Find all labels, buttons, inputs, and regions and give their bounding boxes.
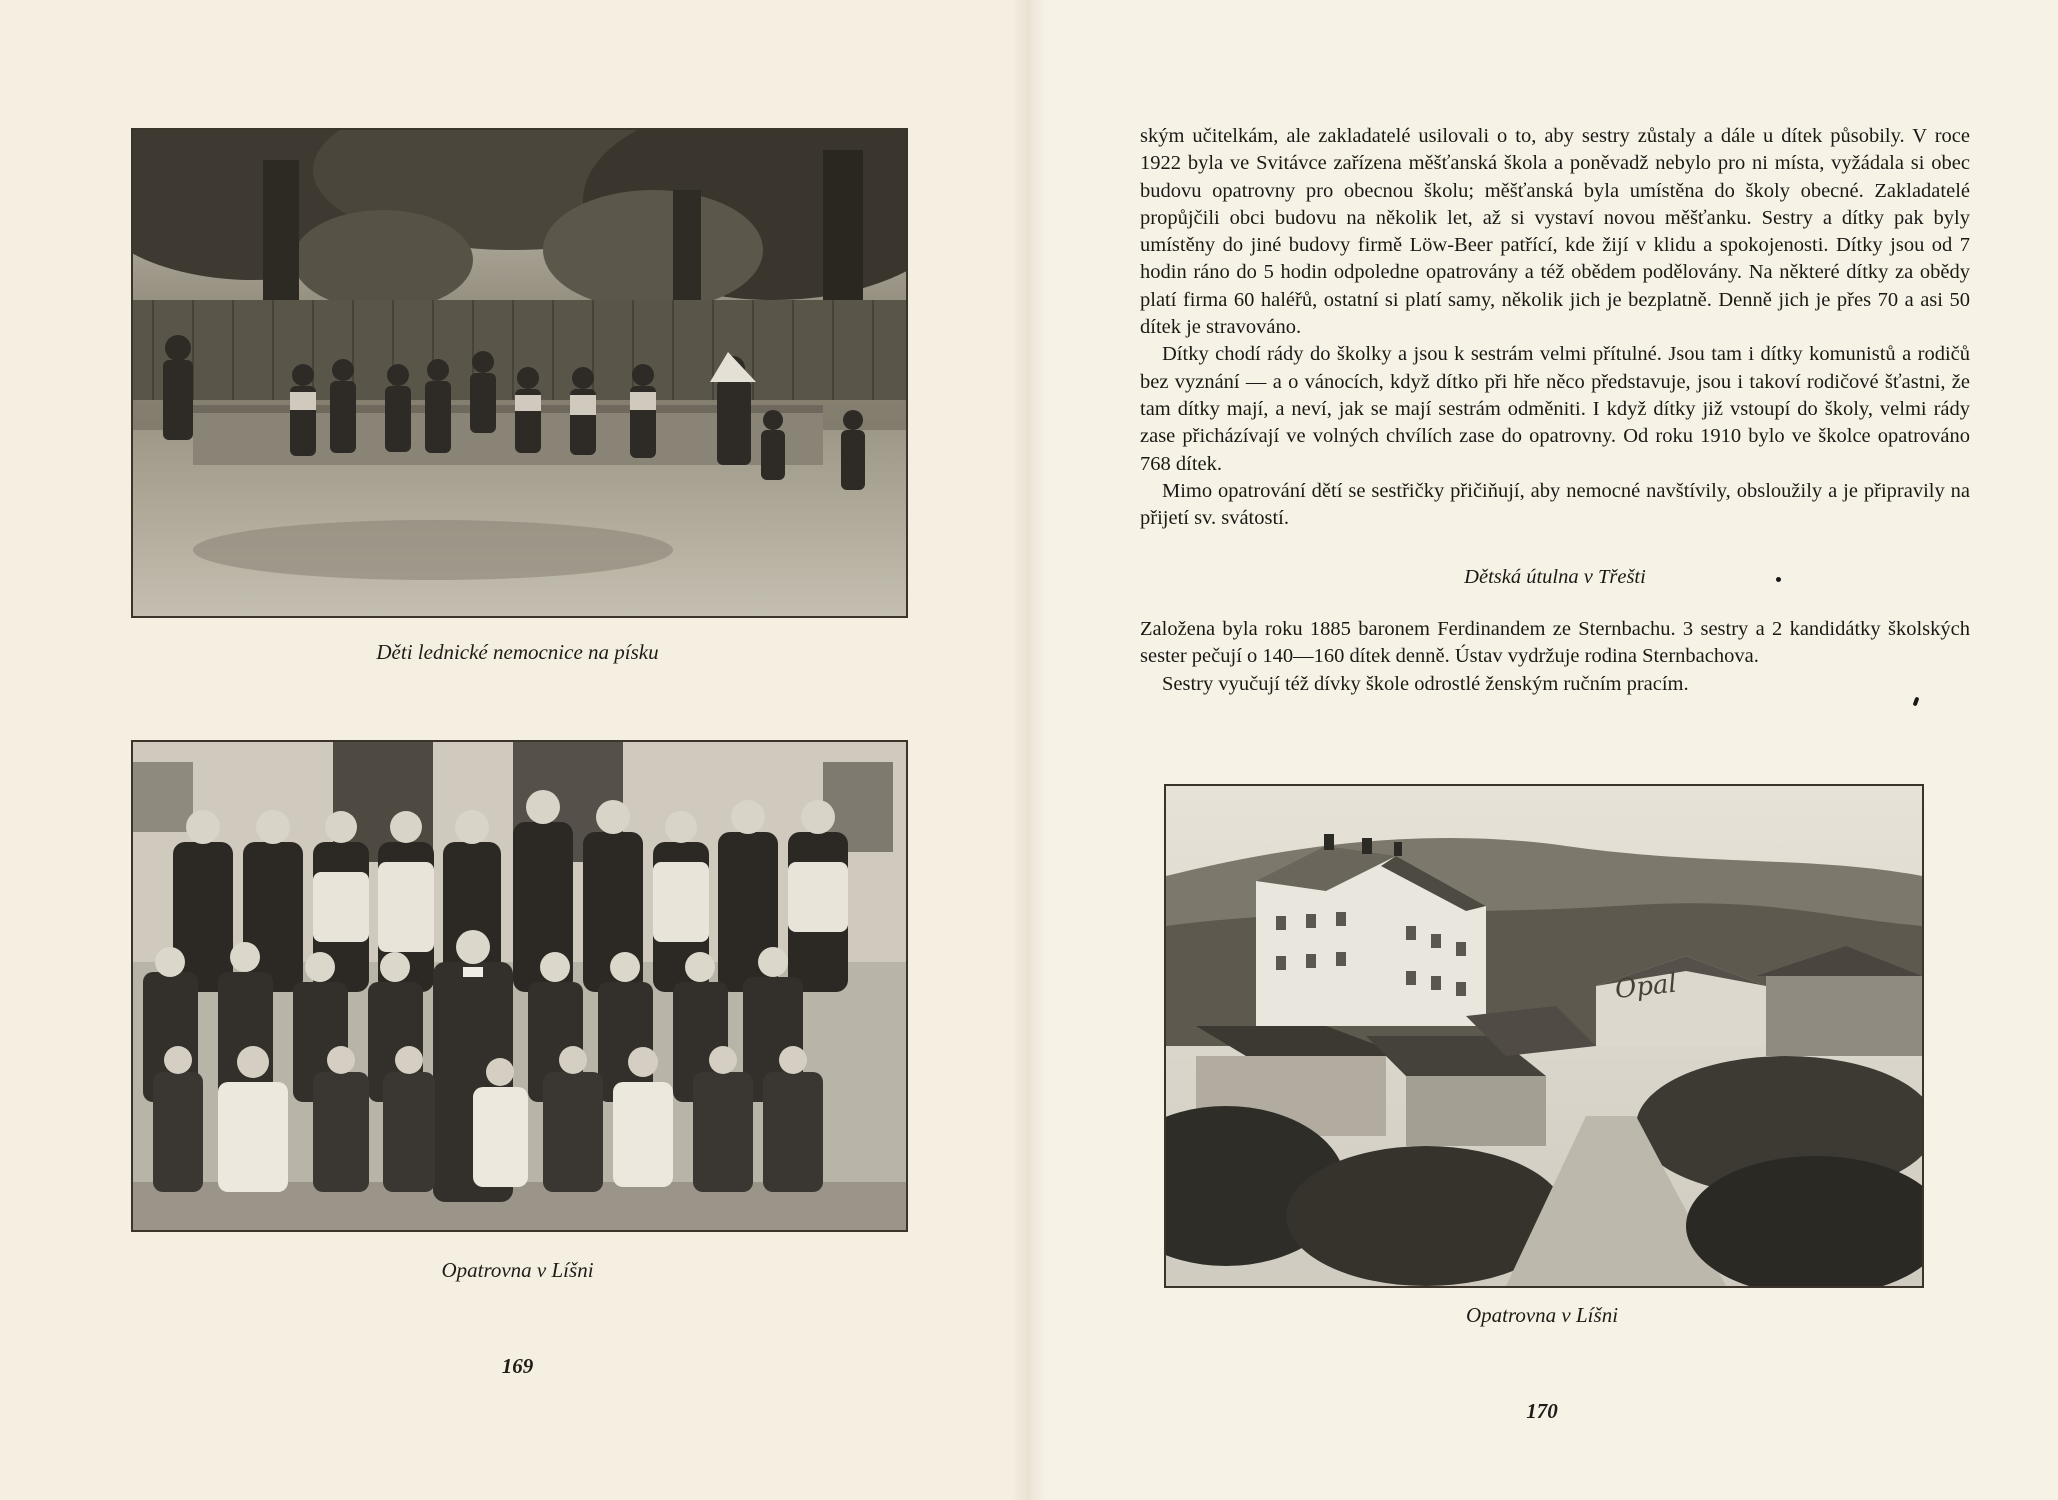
body-text-top (1140, 123, 1970, 532)
body-text-bottom (1140, 616, 1970, 698)
paragraph: Dítky chodí rády do školky a jsou k sestrám velmi přítulné. Jsou tam i dítky komunistů a rodičů bez vyznání — a o vánocích, když dítko při hře něco představuje, jsou i takoví rodičové šťastni, že tam dítky mají, a neví, jak se mají sestrám odměniti. I když dítky již vstoupí do školy, velmi rády zase přicházívají ve volných chvílích zase do opatrovny. Od roku 1910 bylo ve školce opatrováno 768 dítek. (1140, 343, 1970, 475)
handwritten-note: Opal (1613, 968, 1679, 1005)
book-gutter (1012, 0, 1046, 1500)
photo-town-view (1164, 784, 1924, 1288)
photo-group-portrait (131, 740, 908, 1232)
caption-bottom-left: Opatrovna v Líšni (441, 1258, 594, 1282)
section-heading: Dětská útulna v Třešti (1464, 566, 1646, 588)
paragraph: Sestry vyučují též dívky škole odrostlé ženským ručním pracím. (1162, 672, 1689, 695)
page-number-left: 169 (501, 1354, 534, 1378)
ink-speck (1776, 577, 1781, 582)
page-number-right: 170 (1526, 1399, 1558, 1423)
caption-right: Opatrovna v Líšni (1465, 1303, 1619, 1327)
paragraph: Mimo opatrování dětí se sestřičky přičiňují, aby nemocné navštívily, obsloužily a je připravily na přijetí sv. svátostí. (1140, 479, 1970, 530)
paragraph: Založena byla roku 1885 baronem Ferdinandem ze Sternbachu. 3 sestry a 2 kandidátky školských sester pečují o 140—160 dítek denně. Ústav vydržuje rodina Sternbachova. (1140, 618, 1970, 668)
caption-top-left: Děti lednické nemocnice na písku (376, 640, 659, 664)
photo-children-sandbox (131, 128, 908, 618)
paragraph: ským učitelkám, ale zakladatelé usilovali o to, aby sestry zůstaly a dále u dítek působily. V roce 1922 byla ve Svitávce zařízena měšťanská škola a poněvadž nebylo pro ni místa, vyžádala si obec budovu opatrovny pro obecnou školu; měšťanská byla umístěna do školy obecné. Zakladatelé propůjčili obci budovu na několik let, až si vystaví novou měšťanku. Sestry a dítky pak byly umístěny do jiné budovy firmě Löw-Beer patřící, kde žijí v klidu a spokojenosti. Dítky jsou od 7 hodin ráno do 5 hodin odpoledne opatrovány a též obědem podělovány. Na některé dítky za obědy platí firma 60 haléřů, ostatní si platí samy, několik jich je bezplatně. Denně jich je přes 70 a asi 50 dítek je stravováno. (1140, 125, 1970, 339)
